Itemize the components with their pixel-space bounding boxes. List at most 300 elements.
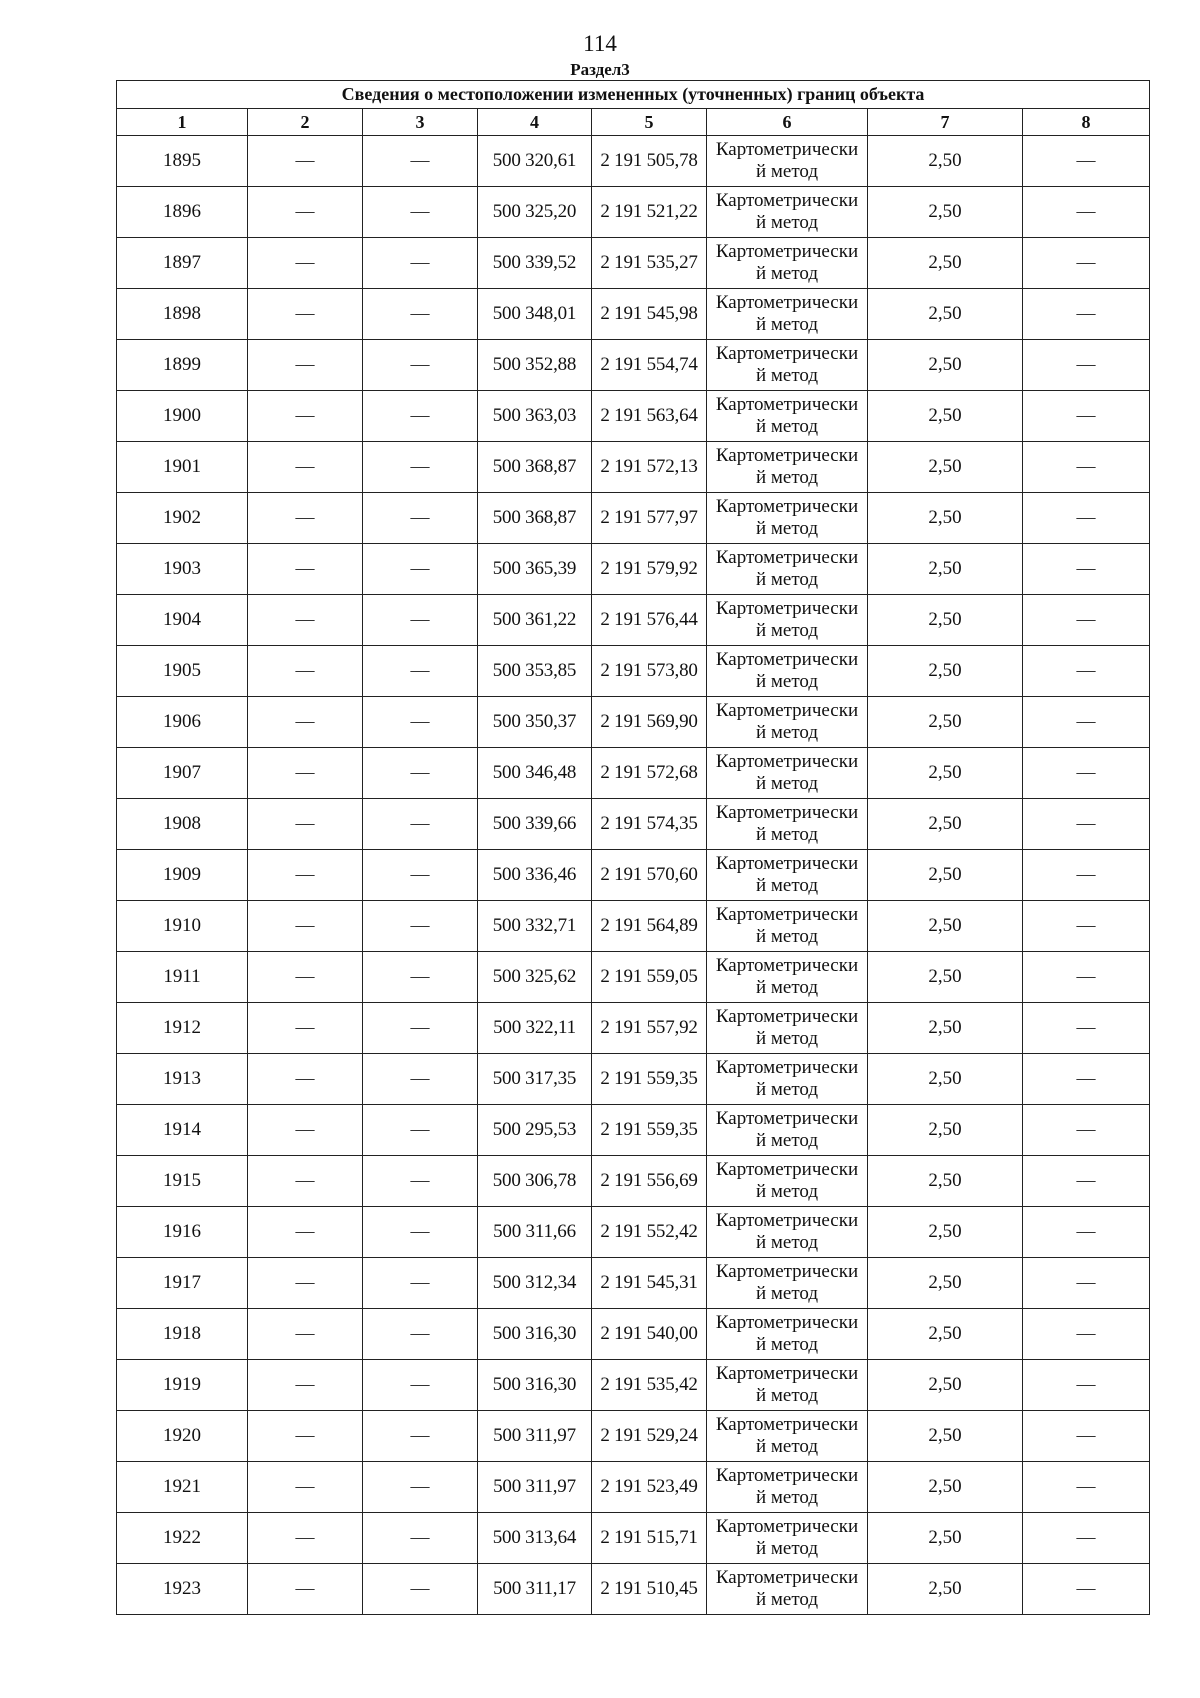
table-row xyxy=(117,799,1150,850)
accuracy-cell: 2,50 xyxy=(868,1513,1023,1564)
column-number-6: 6 xyxy=(707,109,868,136)
coordinate-y-cell: 2 191 579,92 xyxy=(592,544,707,595)
method-cell xyxy=(707,1054,868,1105)
column-8-cell: — xyxy=(1023,1513,1150,1564)
column-8-cell: — xyxy=(1023,289,1150,340)
coordinate-x-cell: 500 312,34 xyxy=(478,1258,592,1309)
method-line-1: Картометрически xyxy=(715,1210,859,1231)
method-line-1: Картометрически xyxy=(715,1057,859,1078)
coordinate-y-cell: 2 191 545,31 xyxy=(592,1258,707,1309)
table-row xyxy=(117,1054,1150,1105)
column-3-cell: — xyxy=(363,901,478,952)
accuracy-cell: 2,50 xyxy=(868,391,1023,442)
accuracy-cell: 2,50 xyxy=(868,646,1023,697)
column-2-cell: — xyxy=(248,493,363,544)
method-line-1: Картометрически xyxy=(715,1414,859,1435)
column-2-cell: — xyxy=(248,1564,363,1615)
coordinate-y-cell: 2 191 505,78 xyxy=(592,136,707,187)
method-cell xyxy=(707,1309,868,1360)
coordinate-x-cell: 500 336,46 xyxy=(478,850,592,901)
accuracy-cell: 2,50 xyxy=(868,1156,1023,1207)
accuracy-cell: 2,50 xyxy=(868,595,1023,646)
column-8-cell: — xyxy=(1023,1462,1150,1513)
coordinate-x-cell: 500 368,87 xyxy=(478,493,592,544)
coordinate-x-cell: 500 311,17 xyxy=(478,1564,592,1615)
coordinate-x-cell: 500 346,48 xyxy=(478,748,592,799)
method-cell xyxy=(707,1360,868,1411)
column-8-cell: — xyxy=(1023,1105,1150,1156)
method-line-2: й метод xyxy=(755,467,819,488)
coordinate-y-cell: 2 191 535,27 xyxy=(592,238,707,289)
table-row xyxy=(117,493,1150,544)
column-number-8: 8 xyxy=(1023,109,1150,136)
accuracy-cell: 2,50 xyxy=(868,1054,1023,1105)
coordinate-x-cell: 500 295,53 xyxy=(478,1105,592,1156)
coordinate-y-cell: 2 191 552,42 xyxy=(592,1207,707,1258)
column-3-cell: — xyxy=(363,289,478,340)
coordinate-x-cell: 500 313,64 xyxy=(478,1513,592,1564)
accuracy-cell: 2,50 xyxy=(868,1360,1023,1411)
table-row xyxy=(117,340,1150,391)
method-cell xyxy=(707,901,868,952)
coordinate-y-cell: 2 191 559,05 xyxy=(592,952,707,1003)
method-cell xyxy=(707,289,868,340)
column-3-cell: — xyxy=(363,187,478,238)
method-cell xyxy=(707,1411,868,1462)
method-line-1: Картометрически xyxy=(715,1006,859,1027)
method-line-2: й метод xyxy=(755,1130,819,1151)
accuracy-cell: 2,50 xyxy=(868,748,1023,799)
coordinate-y-cell: 2 191 573,80 xyxy=(592,646,707,697)
point-number-cell: 1903 xyxy=(117,544,248,595)
method-line-1: Картометрически xyxy=(715,598,859,619)
point-number-cell: 1920 xyxy=(117,1411,248,1462)
table-row xyxy=(117,748,1150,799)
column-2-cell: — xyxy=(248,340,363,391)
coordinate-x-cell: 500 332,71 xyxy=(478,901,592,952)
coordinate-y-cell: 2 191 523,49 xyxy=(592,1462,707,1513)
method-line-2: й метод xyxy=(755,722,819,743)
coordinate-y-cell: 2 191 564,89 xyxy=(592,901,707,952)
method-cell xyxy=(707,799,868,850)
method-line-1: Картометрически xyxy=(715,241,859,262)
column-2-cell: — xyxy=(248,697,363,748)
method-line-2: й метод xyxy=(755,773,819,794)
table-row xyxy=(117,697,1150,748)
method-line-1: Картометрически xyxy=(715,496,859,517)
method-line-2: й метод xyxy=(755,1079,819,1100)
column-3-cell: — xyxy=(363,799,478,850)
coordinate-x-cell: 500 311,97 xyxy=(478,1411,592,1462)
column-8-cell: — xyxy=(1023,799,1150,850)
coordinate-x-cell: 500 339,66 xyxy=(478,799,592,850)
column-3-cell: — xyxy=(363,1513,478,1564)
column-2-cell: — xyxy=(248,1462,363,1513)
method-line-1: Картометрически xyxy=(715,751,859,772)
method-line-1: Картометрически xyxy=(715,445,859,466)
column-3-cell: — xyxy=(363,1411,478,1462)
column-8-cell: — xyxy=(1023,697,1150,748)
column-8-cell: — xyxy=(1023,1003,1150,1054)
accuracy-cell: 2,50 xyxy=(868,799,1023,850)
coordinate-x-cell: 500 306,78 xyxy=(478,1156,592,1207)
method-line-2: й метод xyxy=(755,518,819,539)
point-number-cell: 1912 xyxy=(117,1003,248,1054)
column-3-cell: — xyxy=(363,544,478,595)
coordinate-x-cell: 500 352,88 xyxy=(478,340,592,391)
section-label: Раздел3 xyxy=(570,60,630,79)
column-3-cell: — xyxy=(363,952,478,1003)
method-cell xyxy=(707,748,868,799)
point-number-cell: 1895 xyxy=(117,136,248,187)
column-2-cell: — xyxy=(248,748,363,799)
point-number-cell: 1896 xyxy=(117,187,248,238)
method-cell xyxy=(707,1156,868,1207)
column-2-cell: — xyxy=(248,1258,363,1309)
column-number-2: 2 xyxy=(248,109,363,136)
column-8-cell: — xyxy=(1023,391,1150,442)
point-number-cell: 1918 xyxy=(117,1309,248,1360)
table-title-row xyxy=(117,81,1150,109)
table-title: Сведения о местоположении измененных (уточненных) границ объекта xyxy=(117,81,1150,109)
point-number-cell: 1899 xyxy=(117,340,248,391)
column-3-cell: — xyxy=(363,1207,478,1258)
accuracy-cell: 2,50 xyxy=(868,1258,1023,1309)
coordinate-y-cell: 2 191 569,90 xyxy=(592,697,707,748)
method-line-1: Картометрически xyxy=(715,1108,859,1129)
column-3-cell: — xyxy=(363,136,478,187)
table-row xyxy=(117,1564,1150,1615)
accuracy-cell: 2,50 xyxy=(868,544,1023,595)
column-number-1: 1 xyxy=(117,109,248,136)
coordinate-x-cell: 500 353,85 xyxy=(478,646,592,697)
method-line-1: Картометрически xyxy=(715,1261,859,1282)
column-2-cell: — xyxy=(248,1054,363,1105)
point-number-cell: 1910 xyxy=(117,901,248,952)
column-number-row xyxy=(117,109,1150,136)
method-line-2: й метод xyxy=(755,1385,819,1406)
column-3-cell: — xyxy=(363,1360,478,1411)
method-line-1: Картометрически xyxy=(715,802,859,823)
coordinate-y-cell: 2 191 577,97 xyxy=(592,493,707,544)
table-row xyxy=(117,1207,1150,1258)
coordinate-y-cell: 2 191 563,64 xyxy=(592,391,707,442)
method-cell xyxy=(707,340,868,391)
point-number-cell: 1904 xyxy=(117,595,248,646)
method-line-2: й метод xyxy=(755,569,819,590)
column-3-cell: — xyxy=(363,493,478,544)
column-8-cell: — xyxy=(1023,952,1150,1003)
accuracy-cell: 2,50 xyxy=(868,493,1023,544)
column-2-cell: — xyxy=(248,544,363,595)
column-3-cell: — xyxy=(363,748,478,799)
column-8-cell: — xyxy=(1023,1207,1150,1258)
accuracy-cell: 2,50 xyxy=(868,901,1023,952)
coordinate-x-cell: 500 316,30 xyxy=(478,1309,592,1360)
accuracy-cell: 2,50 xyxy=(868,442,1023,493)
column-2-cell: — xyxy=(248,646,363,697)
table-row xyxy=(117,391,1150,442)
coordinate-x-cell: 500 311,97 xyxy=(478,1462,592,1513)
column-8-cell: — xyxy=(1023,646,1150,697)
coordinate-y-cell: 2 191 574,35 xyxy=(592,799,707,850)
column-8-cell: — xyxy=(1023,850,1150,901)
method-cell xyxy=(707,442,868,493)
accuracy-cell: 2,50 xyxy=(868,289,1023,340)
method-cell xyxy=(707,1003,868,1054)
coordinate-x-cell: 500 339,52 xyxy=(478,238,592,289)
column-8-cell: — xyxy=(1023,442,1150,493)
coordinate-y-cell: 2 191 545,98 xyxy=(592,289,707,340)
column-3-cell: — xyxy=(363,1105,478,1156)
method-line-1: Картометрически xyxy=(715,190,859,211)
method-line-2: й метод xyxy=(755,263,819,284)
method-line-1: Картометрически xyxy=(715,547,859,568)
coordinate-x-cell: 500 348,01 xyxy=(478,289,592,340)
coordinate-y-cell: 2 191 557,92 xyxy=(592,1003,707,1054)
method-cell xyxy=(707,952,868,1003)
table-row xyxy=(117,901,1150,952)
table-row xyxy=(117,646,1150,697)
column-3-cell: — xyxy=(363,850,478,901)
column-8-cell: — xyxy=(1023,136,1150,187)
method-cell xyxy=(707,391,868,442)
point-number-cell: 1922 xyxy=(117,1513,248,1564)
column-3-cell: — xyxy=(363,1054,478,1105)
column-8-cell: — xyxy=(1023,1411,1150,1462)
method-line-2: й метод xyxy=(755,977,819,998)
column-3-cell: — xyxy=(363,391,478,442)
column-2-cell: — xyxy=(248,952,363,1003)
accuracy-cell: 2,50 xyxy=(868,1564,1023,1615)
column-8-cell: — xyxy=(1023,1156,1150,1207)
column-8-cell: — xyxy=(1023,1309,1150,1360)
method-cell xyxy=(707,1105,868,1156)
coordinate-y-cell: 2 191 521,22 xyxy=(592,187,707,238)
table-row xyxy=(117,136,1150,187)
coordinate-x-cell: 500 322,11 xyxy=(478,1003,592,1054)
method-cell xyxy=(707,595,868,646)
column-2-cell: — xyxy=(248,595,363,646)
accuracy-cell: 2,50 xyxy=(868,850,1023,901)
method-line-1: Картометрически xyxy=(715,904,859,925)
point-number-cell: 1914 xyxy=(117,1105,248,1156)
method-line-2: й метод xyxy=(755,1487,819,1508)
method-cell xyxy=(707,238,868,289)
table-row xyxy=(117,1003,1150,1054)
coordinate-y-cell: 2 191 559,35 xyxy=(592,1054,707,1105)
method-line-1: Картометрически xyxy=(715,394,859,415)
coordinate-y-cell: 2 191 570,60 xyxy=(592,850,707,901)
method-cell xyxy=(707,493,868,544)
column-8-cell: — xyxy=(1023,493,1150,544)
method-cell xyxy=(707,187,868,238)
method-line-1: Картометрически xyxy=(715,955,859,976)
column-2-cell: — xyxy=(248,799,363,850)
table-row xyxy=(117,595,1150,646)
accuracy-cell: 2,50 xyxy=(868,136,1023,187)
method-line-2: й метод xyxy=(755,1589,819,1610)
column-3-cell: — xyxy=(363,1156,478,1207)
point-number-cell: 1901 xyxy=(117,442,248,493)
column-3-cell: — xyxy=(363,646,478,697)
method-cell xyxy=(707,697,868,748)
coordinate-y-cell: 2 191 559,35 xyxy=(592,1105,707,1156)
method-line-2: й метод xyxy=(755,926,819,947)
column-2-cell: — xyxy=(248,1207,363,1258)
coordinate-x-cell: 500 363,03 xyxy=(478,391,592,442)
coordinate-y-cell: 2 191 554,74 xyxy=(592,340,707,391)
coordinate-x-cell: 500 317,35 xyxy=(478,1054,592,1105)
coordinate-x-cell: 500 368,87 xyxy=(478,442,592,493)
table-row xyxy=(117,1462,1150,1513)
column-8-cell: — xyxy=(1023,1054,1150,1105)
table-row xyxy=(117,1105,1150,1156)
method-line-1: Картометрически xyxy=(715,1516,859,1537)
column-8-cell: — xyxy=(1023,1564,1150,1615)
method-line-2: й метод xyxy=(755,1181,819,1202)
point-number-cell: 1907 xyxy=(117,748,248,799)
method-line-1: Картометрически xyxy=(715,853,859,874)
method-cell xyxy=(707,646,868,697)
point-number-cell: 1900 xyxy=(117,391,248,442)
coordinate-y-cell: 2 191 540,00 xyxy=(592,1309,707,1360)
coordinate-x-cell: 500 316,30 xyxy=(478,1360,592,1411)
column-3-cell: — xyxy=(363,1003,478,1054)
method-cell xyxy=(707,1513,868,1564)
method-line-2: й метод xyxy=(755,671,819,692)
point-number-cell: 1916 xyxy=(117,1207,248,1258)
coordinate-x-cell: 500 320,61 xyxy=(478,136,592,187)
accuracy-cell: 2,50 xyxy=(868,238,1023,289)
column-3-cell: — xyxy=(363,238,478,289)
accuracy-cell: 2,50 xyxy=(868,952,1023,1003)
column-8-cell: — xyxy=(1023,595,1150,646)
method-line-2: й метод xyxy=(755,1538,819,1559)
column-2-cell: — xyxy=(248,1513,363,1564)
column-8-cell: — xyxy=(1023,544,1150,595)
point-number-cell: 1913 xyxy=(117,1054,248,1105)
point-number-cell: 1917 xyxy=(117,1258,248,1309)
point-number-cell: 1905 xyxy=(117,646,248,697)
column-3-cell: — xyxy=(363,595,478,646)
accuracy-cell: 2,50 xyxy=(868,1462,1023,1513)
column-2-cell: — xyxy=(248,187,363,238)
point-number-cell: 1908 xyxy=(117,799,248,850)
coordinate-y-cell: 2 191 576,44 xyxy=(592,595,707,646)
table-row xyxy=(117,1360,1150,1411)
method-line-1: Картометрически xyxy=(715,1312,859,1333)
column-2-cell: — xyxy=(248,1105,363,1156)
column-number-3: 3 xyxy=(363,109,478,136)
method-line-2: й метод xyxy=(755,1283,819,1304)
coordinate-y-cell: 2 191 572,13 xyxy=(592,442,707,493)
method-line-1: Картометрически xyxy=(715,1363,859,1384)
table-row xyxy=(117,544,1150,595)
accuracy-cell: 2,50 xyxy=(868,187,1023,238)
method-line-2: й метод xyxy=(755,161,819,182)
coordinate-x-cell: 500 361,22 xyxy=(478,595,592,646)
point-number-cell: 1911 xyxy=(117,952,248,1003)
method-line-2: й метод xyxy=(755,620,819,641)
method-line-2: й метод xyxy=(755,416,819,437)
table-row xyxy=(117,1258,1150,1309)
column-3-cell: — xyxy=(363,442,478,493)
point-number-cell: 1921 xyxy=(117,1462,248,1513)
table-row xyxy=(117,442,1150,493)
method-line-1: Картометрически xyxy=(715,343,859,364)
column-2-cell: — xyxy=(248,442,363,493)
column-number-4: 4 xyxy=(478,109,592,136)
method-line-2: й метод xyxy=(755,1232,819,1253)
method-line-1: Картометрически xyxy=(715,649,859,670)
method-line-2: й метод xyxy=(755,1028,819,1049)
coordinate-y-cell: 2 191 572,68 xyxy=(592,748,707,799)
column-2-cell: — xyxy=(248,1156,363,1207)
point-number-cell: 1897 xyxy=(117,238,248,289)
column-8-cell: — xyxy=(1023,187,1150,238)
accuracy-cell: 2,50 xyxy=(868,697,1023,748)
table-row xyxy=(117,1309,1150,1360)
column-8-cell: — xyxy=(1023,1360,1150,1411)
method-cell xyxy=(707,136,868,187)
point-number-cell: 1909 xyxy=(117,850,248,901)
method-line-1: Картометрически xyxy=(715,292,859,313)
column-2-cell: — xyxy=(248,1309,363,1360)
coordinate-x-cell: 500 350,37 xyxy=(478,697,592,748)
column-number-5: 5 xyxy=(592,109,707,136)
accuracy-cell: 2,50 xyxy=(868,1003,1023,1054)
method-line-2: й метод xyxy=(755,1334,819,1355)
point-number-cell: 1902 xyxy=(117,493,248,544)
column-number-7: 7 xyxy=(868,109,1023,136)
coordinate-y-cell: 2 191 515,71 xyxy=(592,1513,707,1564)
method-line-1: Картометрически xyxy=(715,1159,859,1180)
coordinate-x-cell: 500 365,39 xyxy=(478,544,592,595)
column-2-cell: — xyxy=(248,238,363,289)
column-8-cell: — xyxy=(1023,1258,1150,1309)
method-cell xyxy=(707,850,868,901)
page-number: 114 xyxy=(583,31,617,56)
method-line-1: Картометрически xyxy=(715,1567,859,1588)
column-8-cell: — xyxy=(1023,340,1150,391)
method-line-1: Картометрически xyxy=(715,1465,859,1486)
column-2-cell: — xyxy=(248,391,363,442)
accuracy-cell: 2,50 xyxy=(868,1309,1023,1360)
method-line-2: й метод xyxy=(755,1436,819,1457)
column-3-cell: — xyxy=(363,697,478,748)
coordinate-y-cell: 2 191 535,42 xyxy=(592,1360,707,1411)
method-cell xyxy=(707,1258,868,1309)
method-line-2: й метод xyxy=(755,212,819,233)
column-3-cell: — xyxy=(363,1462,478,1513)
coordinate-y-cell: 2 191 529,24 xyxy=(592,1411,707,1462)
coordinate-x-cell: 500 311,66 xyxy=(478,1207,592,1258)
table-row xyxy=(117,1156,1150,1207)
point-number-cell: 1915 xyxy=(117,1156,248,1207)
method-cell xyxy=(707,1207,868,1258)
column-2-cell: — xyxy=(248,1003,363,1054)
column-8-cell: — xyxy=(1023,238,1150,289)
point-number-cell: 1923 xyxy=(117,1564,248,1615)
accuracy-cell: 2,50 xyxy=(868,1207,1023,1258)
column-2-cell: — xyxy=(248,136,363,187)
boundary-coordinates-table xyxy=(116,80,1150,1615)
method-line-2: й метод xyxy=(755,314,819,335)
column-2-cell: — xyxy=(248,289,363,340)
coordinate-y-cell: 2 191 556,69 xyxy=(592,1156,707,1207)
table-body xyxy=(117,136,1150,1615)
